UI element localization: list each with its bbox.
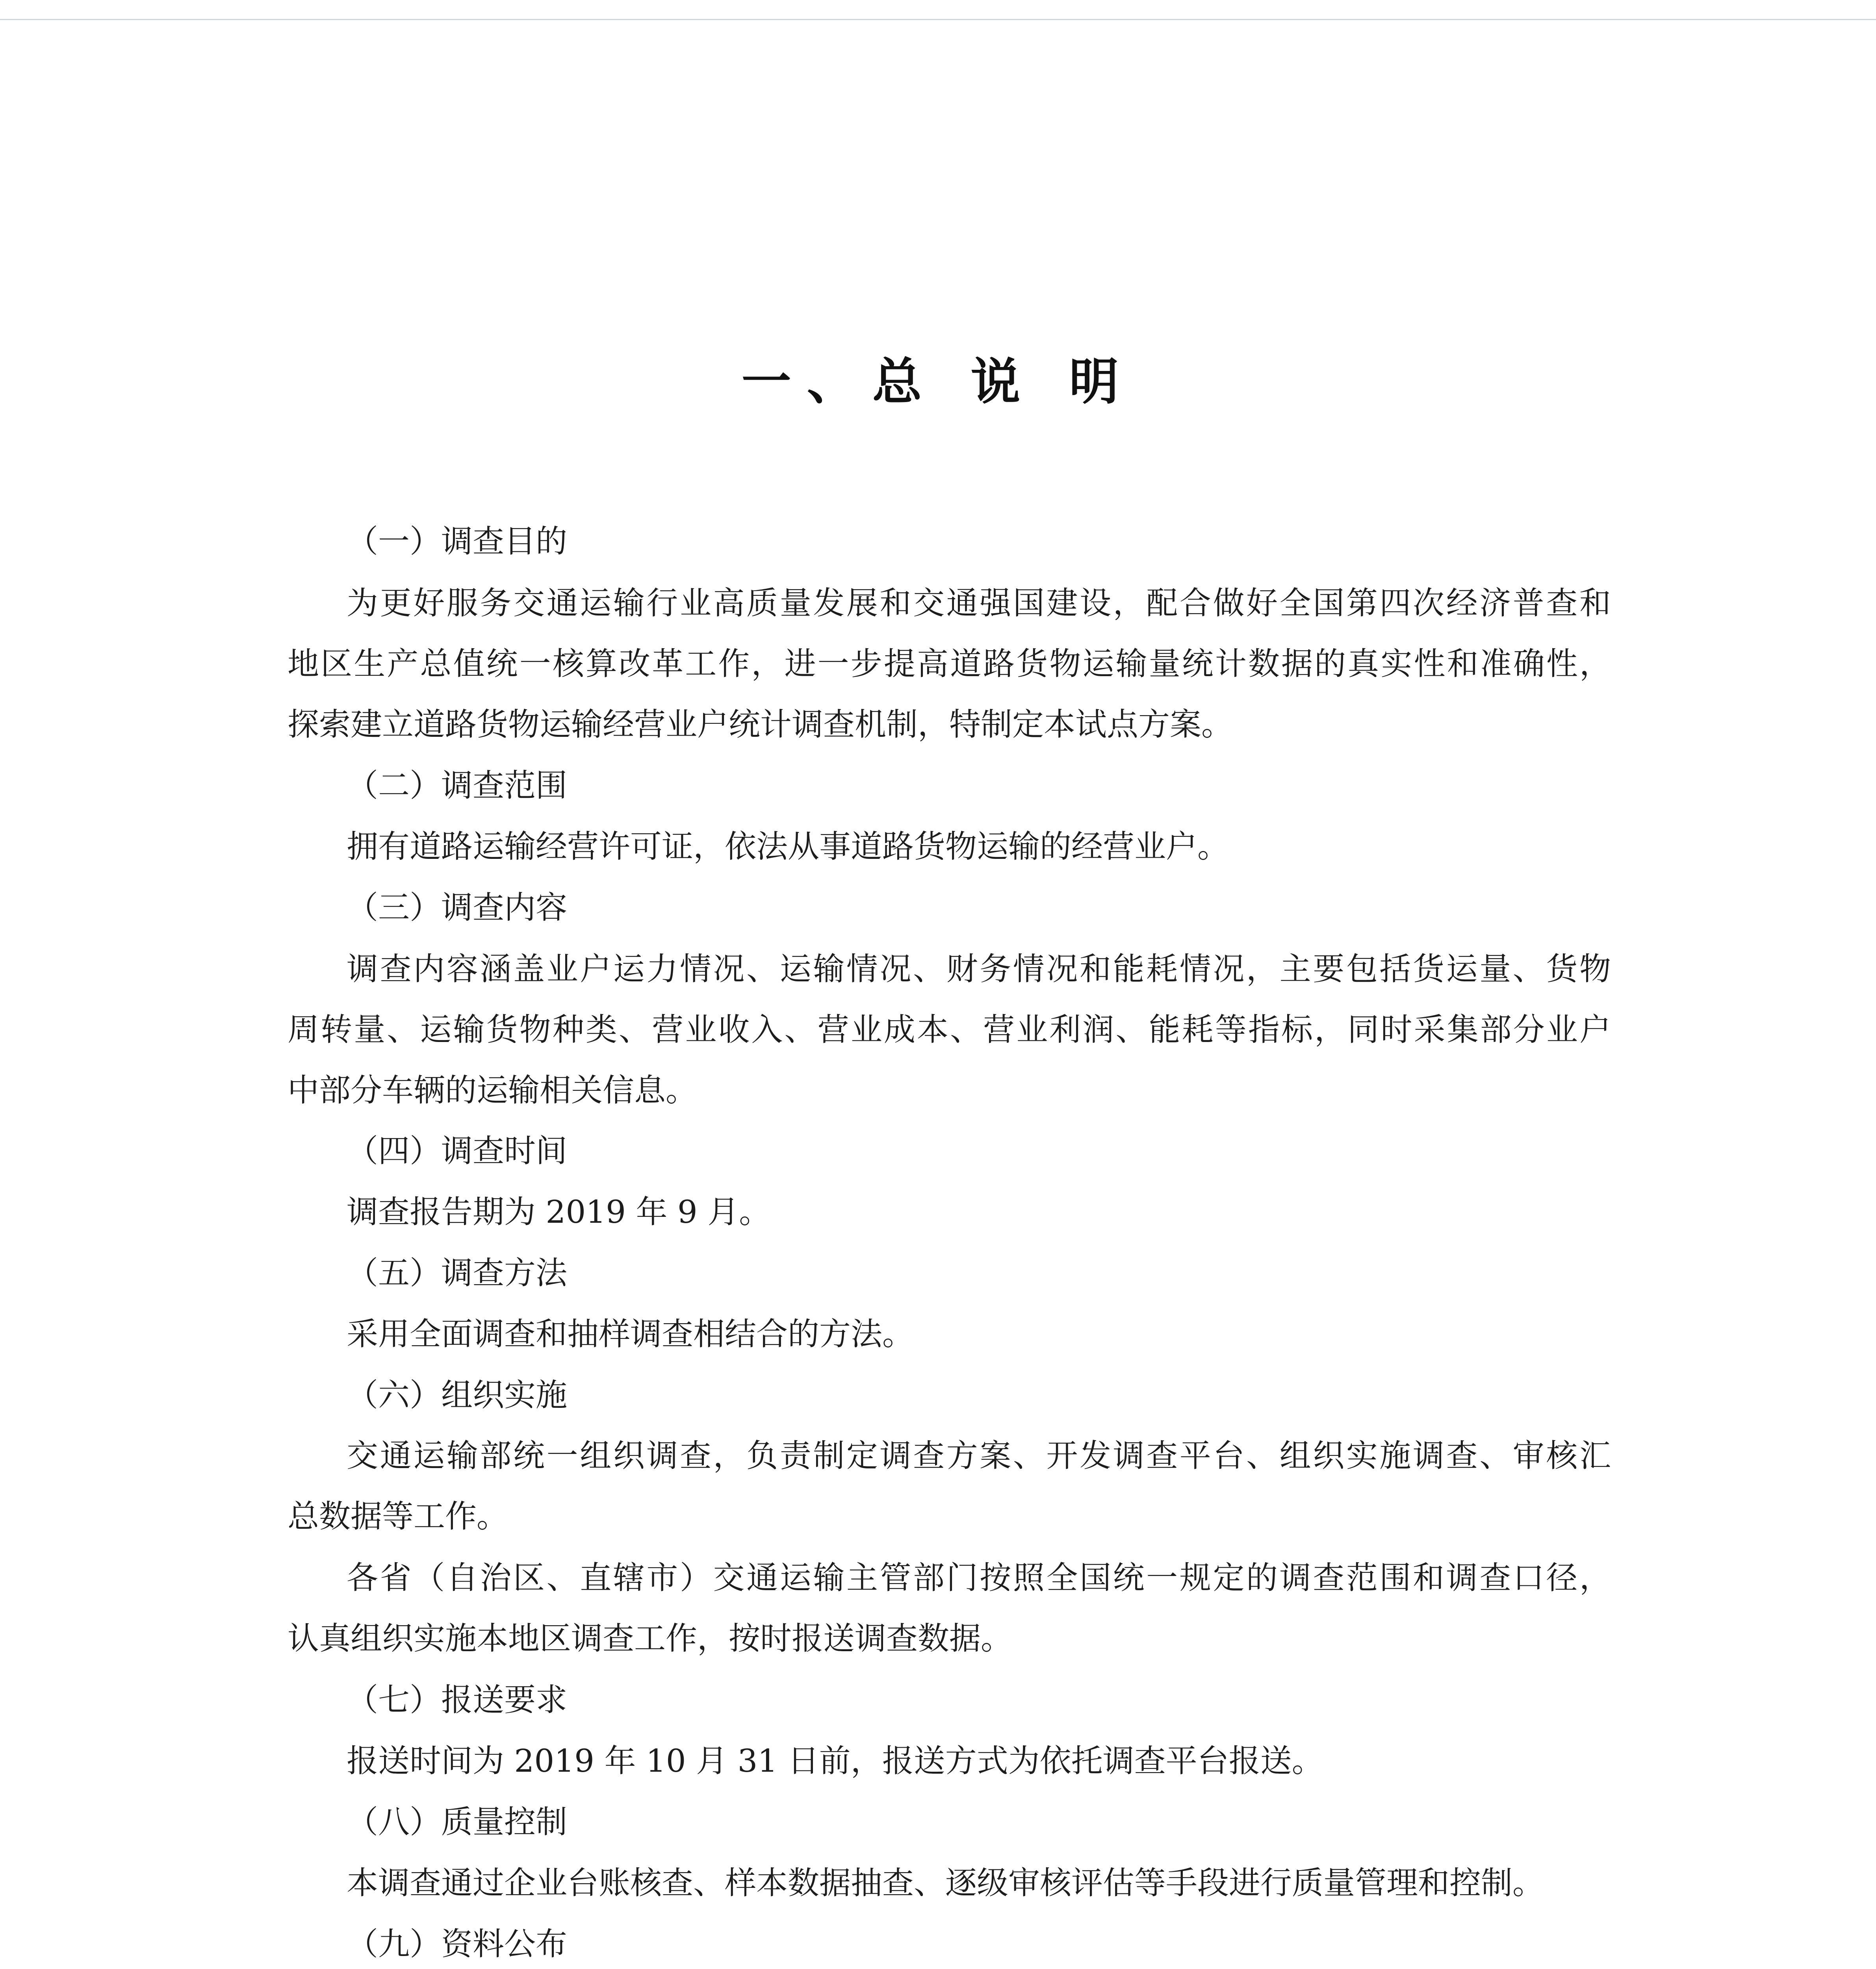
paragraph-line: 总数据等工作。	[288, 1498, 508, 1535]
paragraph-method	[288, 1304, 1611, 1365]
paragraph-content	[288, 939, 1611, 1121]
paragraph-line: 报送时间为 2019 年 10 月 31 日前，报送方式为依托调查平台报送。	[347, 1743, 1323, 1779]
paragraph-line: 各省（自治区、直辖市）交通运输主管部门按照全国统一规定的调查范围和调查口径，	[347, 1559, 1611, 1596]
paragraph-scope	[288, 816, 1611, 877]
paragraph-line: 认真组织实施本地区调查工作，按时报送调查数据。	[288, 1620, 1012, 1657]
section-heading-method: （五）调查方法	[347, 1255, 567, 1291]
paragraph-quality	[288, 1853, 1611, 1913]
paragraph-line: 调查报告期为 2019 年 9 月。	[347, 1194, 771, 1230]
section-heading-time: （四）调查时间	[347, 1133, 567, 1169]
paragraph-organization-1	[288, 1426, 1611, 1547]
section-heading-submission: （七）报送要求	[347, 1682, 567, 1718]
paragraph-line: 中部分车辆的运输相关信息。	[288, 1072, 697, 1109]
paragraph-line: 周转量、运输货物种类、营业收入、营业成本、营业利润、能耗等指标，同时采集部分业户	[288, 1011, 1611, 1048]
paragraph-line: 为更好服务交通运输行业高质量发展和交通强国建设，配合做好全国第四次经济普查和	[347, 585, 1611, 621]
paragraph-line: 本调查通过企业台账核查、样本数据抽查、逐级审核评估等手段进行质量管理和控制。	[347, 1865, 1544, 1901]
section-heading-publication: （九）资料公布	[347, 1926, 567, 1962]
section-heading-content: （三）调查内容	[347, 889, 567, 926]
section-heading-organization: （六）组织实施	[347, 1377, 567, 1413]
paragraph-organization-2	[288, 1548, 1611, 1669]
section-heading-quality: （八）质量控制	[347, 1804, 567, 1840]
paragraph-purpose	[288, 573, 1611, 755]
page-title: 一、总 说 明	[741, 353, 1135, 411]
paragraph-line: 调查内容涵盖业户运力情况、运输情况、财务情况和能耗情况，主要包括货运量、货物	[347, 951, 1611, 987]
paragraph-line: 交通运输部统一组织调查，负责制定调查方案、开发调查平台、组织实施调查、审核汇	[347, 1437, 1611, 1474]
paragraph-line: 采用全面调查和抽样调查相结合的方法。	[347, 1316, 914, 1352]
paragraph-line: 探索建立道路货物运输经营业户统计调查机制，特制定本试点方案。	[288, 706, 1233, 743]
section-heading-scope: （二）调查范围	[347, 767, 567, 804]
paragraph-time	[288, 1182, 1611, 1242]
section-heading-purpose: （一）调查目的	[347, 523, 567, 560]
top-border-line	[0, 19, 1876, 20]
paragraph-line: 地区生产总值统一核算改革工作，进一步提高道路货物运输量统计数据的真实性和准确性，	[288, 645, 1611, 682]
paragraph-submission	[288, 1731, 1611, 1791]
paragraph-line: 拥有道路运输经营许可证，依法从事道路货物运输的经营业户。	[347, 828, 1229, 865]
